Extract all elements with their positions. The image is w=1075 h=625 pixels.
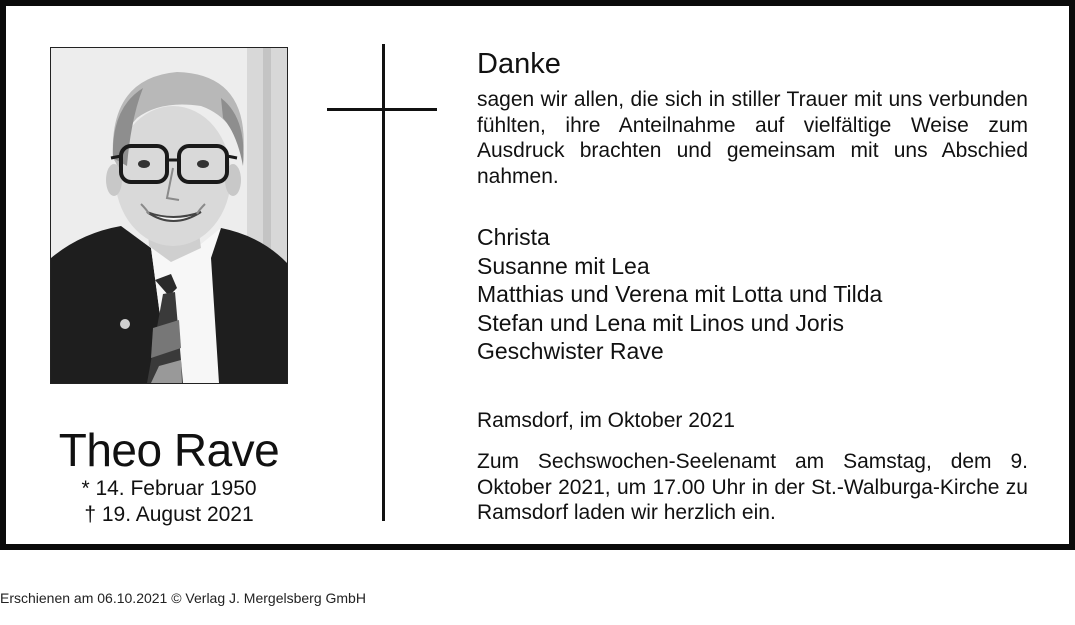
mourner-entry: Stefan und Lena mit Linos und Joris	[477, 309, 844, 336]
thanks-paragraph: sagen wir allen, die sich in stiller Trauer mit uns verbunden fühlten, ihre Anteilnahme auf vielfältige Weise zum Ausdruck brachten und gemeinsam mit uns Abschied nahmen.	[477, 88, 1028, 188]
service-paragraph: Zum Sechswochen-Seelenamt am Samstag, dem 9. Oktober 2021, um 17.00 Uhr in der St.-Walburga-Kirche zu Ramsdorf laden wir herzlich ein.	[477, 450, 1028, 524]
notice-heading: Danke	[477, 48, 561, 80]
death-date: † 19. August 2021	[84, 503, 254, 526]
birth-date: * 14. Februar 1950	[81, 477, 257, 500]
mourners-list	[477, 223, 1028, 366]
cross-horizontal-bar	[327, 108, 437, 111]
mourner-entry: Geschwister Rave	[477, 338, 664, 364]
mourner-entry: Christa	[477, 224, 550, 250]
deceased-name: Theo Rave	[58, 424, 280, 476]
publication-footer: Erschienen am 06.10.2021 © Verlag J. Mergelsberg GmbH	[0, 590, 366, 606]
portrait-photo	[50, 47, 288, 384]
place-and-date: Ramsdorf, im Oktober 2021	[477, 409, 735, 432]
mourner-entry: Matthias und Verena mit Lotta und Tilda	[477, 281, 883, 307]
cross-vertical-bar	[382, 44, 385, 521]
mourner-entry: Susanne mit Lea	[477, 252, 650, 279]
